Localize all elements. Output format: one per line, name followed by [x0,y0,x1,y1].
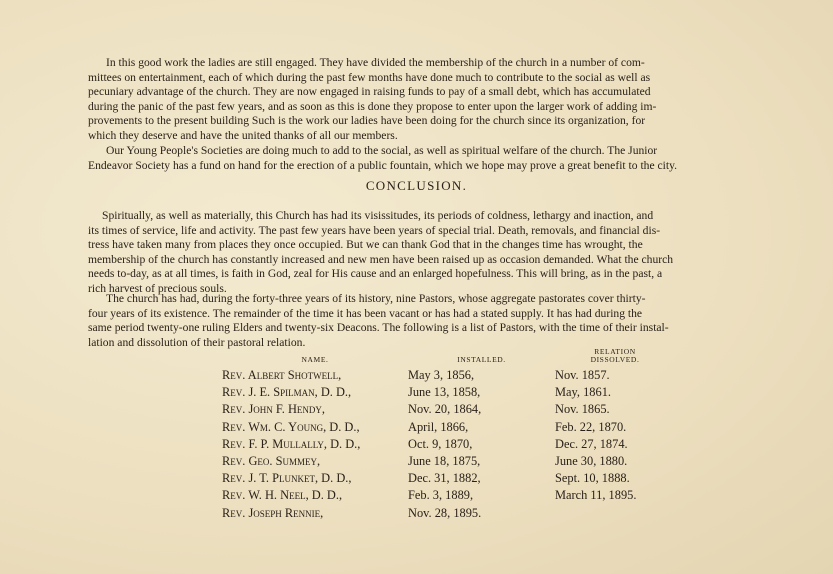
section-heading: CONCLUSION. [365,178,468,193]
pastor-name: Rev. Wm. C. Young, D. D., [222,419,360,434]
paragraph-spiritually [88,209,788,297]
header-dissolved-line2: DISSOLVED. [590,355,640,364]
dissolved-date: Nov. 1865. [555,402,610,417]
text-line: pecuniary advantage of the church. They are now engaged in raising funds to pay of a small debt, which has accumulated [88,85,651,99]
text-line: four years of its existence. The remainder of the time it has been vacant or has had a stated supply. It has had during the [88,306,643,320]
paragraph-pastors [88,292,788,350]
text-line: tress have taken many from places they once occupied. But we can thank God that in the changes time has wrought, the [88,238,643,252]
dissolved-date: June 30, 1880. [555,454,628,469]
header-dissolved [555,348,675,367]
pastors-table [222,348,675,522]
header-installed: INSTALLED. [457,355,506,364]
installed-date: Dec. 31, 1882, [408,471,481,486]
text-line: which they deserve and have the united thanks of all our members. [88,128,398,142]
text-line: The church has had, during the forty-three years of its history, nine Pastors, whose aggregate pastorates cover thirty- [106,292,646,305]
text-line: rich harvest of precious souls. [88,281,227,295]
paragraph-young-people [88,144,788,173]
table-row [222,470,675,487]
installed-date: May 3, 1856, [408,368,475,383]
table-row [222,487,675,504]
installed-date: June 18, 1875, [408,454,481,469]
pastor-name: Rev. J. E. Spilman, D. D., [222,385,352,400]
dissolved-date: Dec. 27, 1874. [555,436,628,451]
table-row [222,367,675,384]
text-line: mittees on entertainment, each of which during the past few months have done much to contribute to the social as well as [88,70,651,84]
table-row [222,436,675,453]
dissolved-date: Nov. 1857. [555,368,610,383]
table-row [222,505,675,522]
paragraph-ladies [88,56,788,144]
dissolved-date: March 11, 1895. [555,488,637,503]
pastor-name: Rev. W. H. Neel, D. D., [222,488,343,503]
dissolved-date: May, 1861. [555,385,611,400]
text-line: Endeavor Society has a fund on hand for the erection of a public fountain, which we hope may prove a great benefit to the city. [88,158,678,172]
pastor-name: Rev. Albert Shotwell, [222,368,342,383]
text-line: during the panic of the past few years, and as soon as this is done they propose to enter upon the larger work of adding im- [88,99,657,113]
installed-date: Nov. 20, 1864, [408,402,482,417]
dissolved-date: Feb. 22, 1870. [555,419,627,434]
text-line: Our Young People's Societies are doing much to add to the social, as well as spiritual welfare of the church. The Junior [106,144,658,157]
dissolved-date [555,505,675,522]
text-line: its times of service, life and activity. The past few years have been years of special trial. Death, removals, and financial dis- [88,223,661,237]
pastor-name: Rev. Geo. Summey, [222,454,321,469]
text-line: same period twenty-one ruling Elders and twenty-six Deacons. The following is a list of Pastors, with the time of their instal- [88,321,669,335]
dissolved-date: Sept. 10, 1888. [555,471,630,486]
pastor-name: Rev. F. P. Mullally, D. D., [222,436,361,451]
pastor-name: Rev. Joseph Rennie, [222,505,324,520]
pastor-name: Rev. John F. Hendy, [222,402,326,417]
text-line: provements to the present building Such is the work our ladies have been doing for the church since its organization, for [88,114,646,128]
text-line: membership of the church has constantly increased and new men have been raised up as occasion demanded. What the church [88,252,674,266]
installed-date: April, 1866, [408,419,469,434]
installed-date: Feb. 3, 1889, [408,488,474,503]
text-line: needs to-day, as at all times, is faith in God, zeal for His cause and an enlarged hopefulness. This will bring, as in the past, a [88,267,663,281]
text-line: lation and dissolution of their pastoral relation. [88,335,306,349]
installed-date: Nov. 28, 1895. [408,505,482,520]
text-line: Spiritually, as well as materially, this Church has had its visissitudes, its periods of coldness, lethargy and inaction, and [102,209,654,222]
installed-date: Oct. 9, 1870, [408,436,473,451]
header-name: NAME. [301,355,329,364]
installed-date: June 13, 1858, [408,385,481,400]
table-header-row [222,348,675,367]
table-row [222,453,675,470]
text-line: In this good work the ladies are still engaged. They have divided the membership of the church in a number of com- [106,56,645,69]
table-row [222,384,675,401]
table-row [222,401,675,418]
header-dissolved-line1: RELATION [594,347,636,356]
table-row [222,419,675,436]
pastor-name: Rev. J. T. Plunket, D. D., [222,471,352,486]
